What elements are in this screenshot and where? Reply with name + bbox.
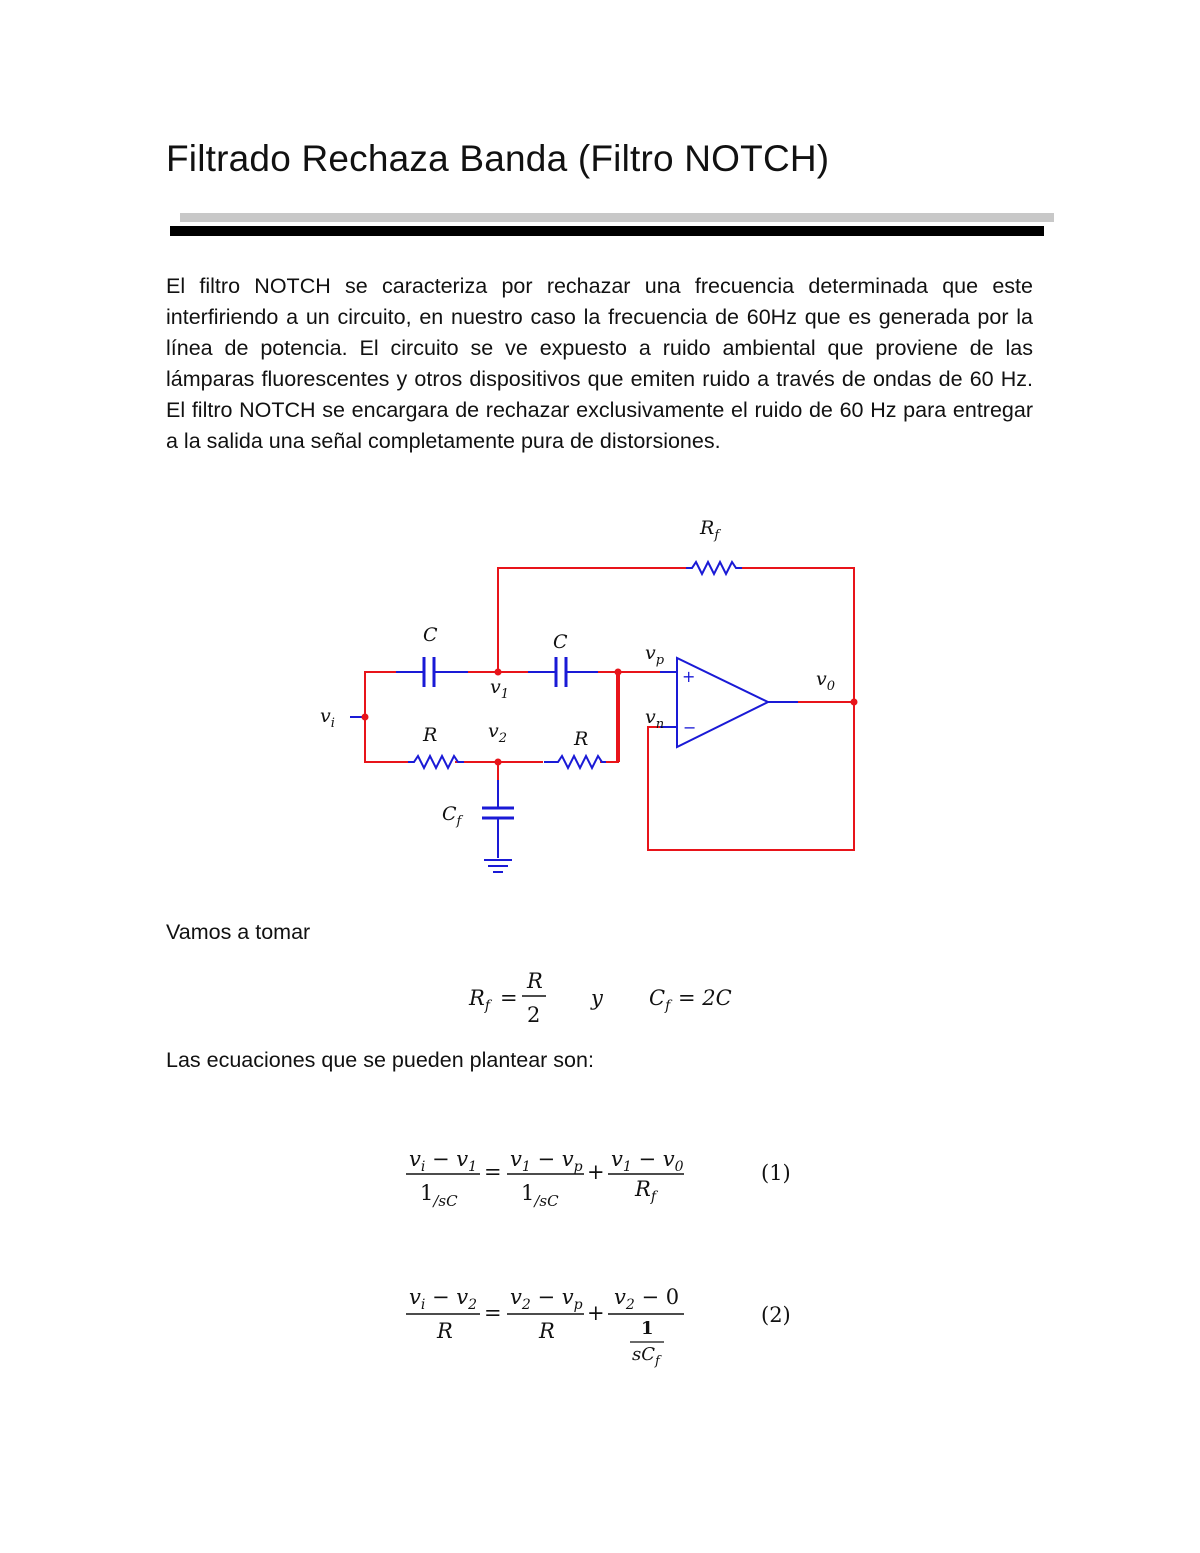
eq2-plus: + [587,1301,605,1325]
label-v0: $v_0$ [816,668,836,694]
label-vp: $v_p$ [645,642,665,668]
r2-resistor [544,756,606,768]
label-c1: C [423,624,438,646]
opamp-plus-sign: + [682,667,696,686]
eq2-den3-num: 1 [641,1318,654,1339]
label-vi: $v_i$ [320,705,335,731]
node-v0 [851,699,858,706]
node-vp [615,669,622,676]
label-c2: C [553,631,568,653]
vamos-text: Vamos a tomar [166,920,311,944]
cond-rhs: = 2C [678,986,732,1010]
page-title: Filtrado Rechaza Banda (Filtro NOTCH) [166,138,830,179]
label-v1: $v_1$ [490,676,510,702]
label-r2: R [574,728,589,750]
notch-filter-circuit [300,505,900,890]
eq1-num2: $v_1 - v_p$ [510,1147,583,1175]
eq1-num1: $v_i - v_1$ [409,1147,478,1175]
label-r1: R [423,724,438,746]
title-rule-black [170,226,1044,236]
cond-num: R [527,969,543,993]
eq2-num1: $v_i - v_2$ [409,1285,478,1313]
node-v2 [495,759,502,766]
cond-eq: = [500,986,518,1010]
eq1-num3: $v_1 - v_0$ [611,1147,684,1175]
eq1-den3: $R_f$ [635,1177,656,1205]
title-rule-gray [180,213,1054,222]
eq2-den3-den: $sC_f$ [632,1344,660,1369]
rf-wire-right [736,568,854,702]
eq1-den2: $1_{/sC}$ [521,1181,559,1210]
eq1-number: (1) [761,1161,791,1185]
node-vi [362,714,369,721]
eq1-eq: = [484,1160,502,1184]
eq2-den1: R [437,1319,453,1343]
eq2-number: (2) [761,1303,791,1327]
equation-2 [406,1285,791,1369]
input-wire-top [365,672,410,762]
wires [365,568,854,850]
r2-vp-wire [600,672,618,762]
cond-den: 2 [527,1003,541,1027]
label-v2: $v_2$ [488,720,508,746]
label-cf: $C_f$ [442,803,462,829]
components [350,562,798,872]
eq1-den1: $1_{/sC}$ [420,1181,458,1210]
rf-resistor [686,562,742,574]
intro-paragraph: El filtro NOTCH se caracteriza por rechazar una frecuencia determinada que este interfiriendo a un circuito, en nuestro caso la frecuencia de 60Hz que es generada por la línea de potencia. El circuito se ve expuesto a ruido ambiental que proviene de las lámparas fluorescentes y otros dispositivos que emiten ruido a través de ondas de 60 Hz. El filtro NOTCH se encargara de rechazar exclusivamente el ruido de 60 Hz para entregar a la salida una señal completamente pura de distorsiones. [166,274,1033,453]
eq2-den2: R [539,1319,555,1343]
label-rf: $R_f$ [700,517,720,543]
nodes [362,669,858,766]
neg-feedback-wire [648,702,854,850]
cond-cf: $C_f$ [649,986,671,1014]
ecuaciones-text: Las ecuaciones que se pueden plantear son: [166,1048,594,1072]
equation-1 [406,1147,791,1210]
label-vn: $v_n$ [645,706,665,732]
cond-and: y [591,986,603,1010]
eq2-num2: $v_2 - v_p$ [510,1285,583,1313]
eq1-plus: + [587,1160,605,1184]
opamp-minus-sign: − [683,718,697,737]
eq2-eq: = [484,1301,502,1325]
eq2-num3: $v_2 - 0$ [614,1285,680,1313]
node-v1 [495,669,502,676]
cond-rf: $R_f$ [469,986,490,1014]
